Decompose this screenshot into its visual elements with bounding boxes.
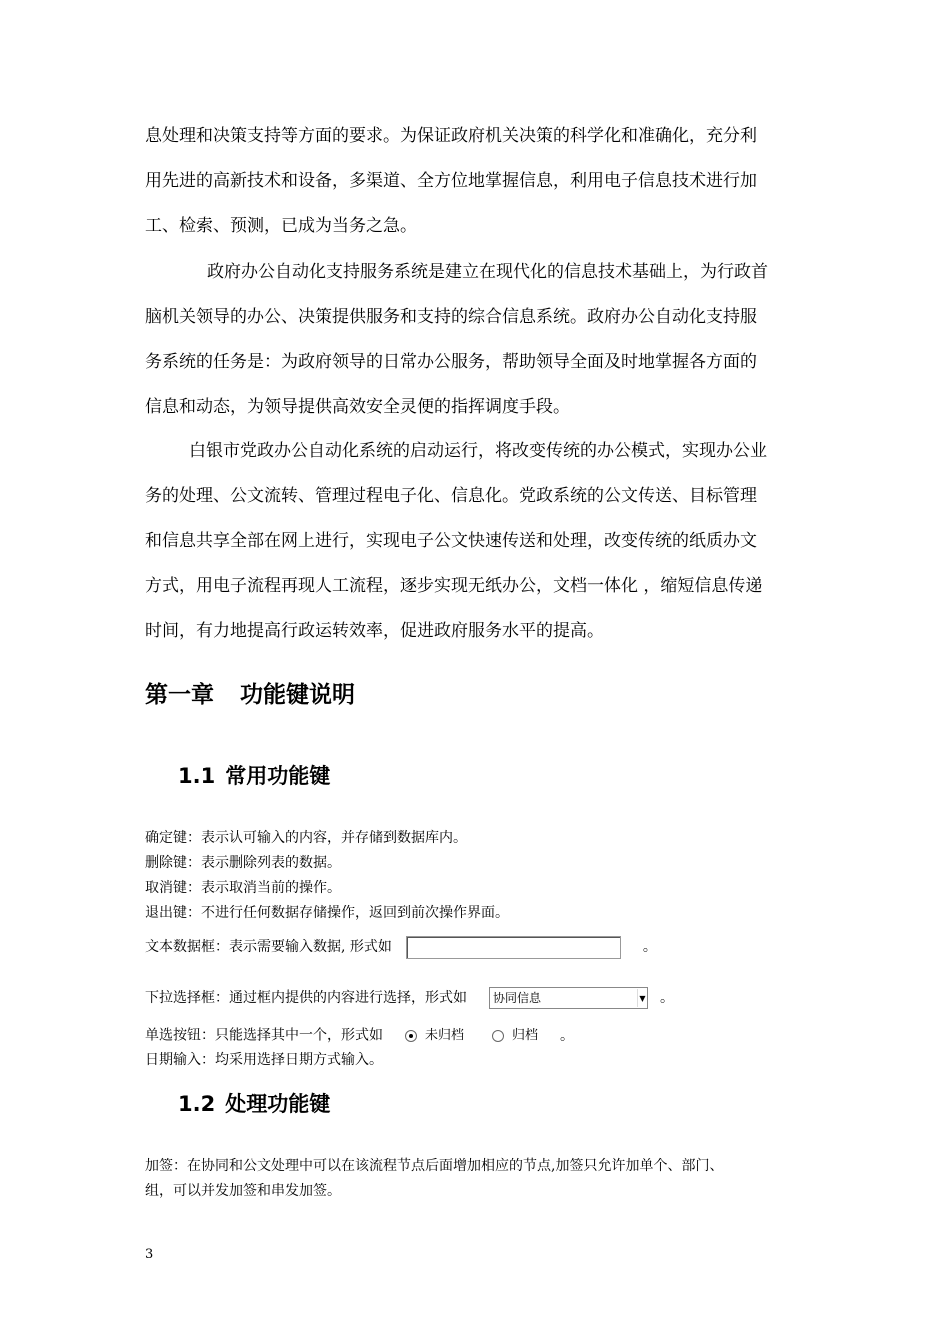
- list-item-exit-key: 退出键：不进行任何数据存储操作，返回到前次操作界面。: [145, 905, 509, 921]
- common-keys-list: [145, 826, 509, 926]
- paragraph-oa-system: [145, 250, 845, 430]
- radio-unarchived[interactable]: [405, 1023, 464, 1048]
- radio-description-row: [145, 1023, 574, 1049]
- period: 。: [660, 990, 674, 1006]
- period: 。: [642, 939, 657, 955]
- dropdown-description: 下拉选择框：通过框内提供的内容进行选择，形式如: [145, 990, 467, 1006]
- paragraph-line: 组，可以并发加签和串发加签。: [145, 1183, 341, 1199]
- paragraph-line: 脑机关领导的办公、决策提供服务和支持的综合信息系统。政府办公自动化支持服: [145, 307, 757, 327]
- paragraph-line: 务系统的任务是：为政府领导的日常办公服务，帮助领导全面及时地掌握各方面的: [145, 352, 757, 372]
- paragraph-line: 政府办公自动化支持服务系统是建立在现代化的信息技术基础上，为行政首: [207, 262, 768, 282]
- radio-label: 归档: [512, 1028, 539, 1043]
- radio-unchecked-icon[interactable]: [492, 1030, 504, 1042]
- paragraph-baiyin: [145, 429, 845, 654]
- paragraph-line: 用先进的高新技术和设备，多渠道、全方位地掌握信息，利用电子信息技术进行加: [145, 171, 757, 191]
- page-number: 3: [145, 1247, 154, 1262]
- paragraph-line: 和信息共享全部在网上进行，实现电子公文快速传送和处理，改变传统的纸质办文: [145, 531, 757, 551]
- paragraph-line: 信息和动态，为领导提供高效安全灵便的指挥调度手段。: [145, 397, 570, 417]
- section-number: 1.1: [178, 764, 216, 788]
- radio-description: 单选按钮：只能选择其中一个，形式如: [145, 1027, 383, 1044]
- dropdown-description-row: [145, 986, 674, 1011]
- chapter-label: 第一章: [145, 682, 214, 708]
- chevron-down-icon[interactable]: ▼: [637, 989, 647, 1007]
- chapter-heading: [145, 676, 355, 709]
- radio-label: 未归档: [425, 1028, 465, 1043]
- paragraph-line: 时间，有力地提高行政运转效率，促进政府服务水平的提高。: [145, 621, 604, 641]
- list-item-delete-key: 删除键：表示删除列表的数据。: [145, 855, 341, 871]
- chapter-title: 功能键说明: [240, 682, 355, 708]
- textbox-description: 文本数据框：表示需要输入数据, 形式如: [145, 939, 392, 955]
- paragraph-line: 方式，用电子流程再现人工流程，逐步实现无纸办公，文档一体化 ，缩短信息传递: [145, 576, 763, 596]
- sample-text-input[interactable]: [406, 936, 621, 959]
- radio-archived[interactable]: [492, 1023, 538, 1048]
- list-item-confirm-key: 确定键：表示认可输入的内容，并存储到数据库内。: [145, 830, 467, 846]
- textbox-description-row: [145, 935, 657, 960]
- section-title: 处理功能键: [225, 1092, 331, 1116]
- radio-checked-icon[interactable]: [405, 1030, 417, 1042]
- section-heading-1-2: [178, 1088, 330, 1118]
- section-number: 1.2: [178, 1092, 216, 1116]
- list-item-cancel-key: 取消键：表示取消当前的操作。: [145, 880, 341, 896]
- sample-dropdown[interactable]: [489, 987, 648, 1009]
- period: 。: [560, 1027, 575, 1044]
- paragraph-intro-continued: [145, 114, 845, 249]
- countersign-description: [145, 1154, 723, 1204]
- paragraph-line: 工、检索、预测，已成为当务之急。: [145, 216, 417, 236]
- date-input-description: 日期输入：均采用选择日期方式输入。: [145, 1052, 383, 1068]
- section-heading-1-1: [178, 760, 330, 790]
- paragraph-line: 务的处理、公文流转、管理过程电子化、信息化。党政系统的公文传送、目标管理: [145, 486, 757, 506]
- section-title: 常用功能键: [225, 764, 331, 788]
- paragraph-line: 加签：在协同和公文处理中可以在该流程节点后面增加相应的节点,加签只允许加单个、部门、: [145, 1158, 724, 1174]
- paragraph-line: 息处理和决策支持等方面的要求。为保证政府机关决策的科学化和准确化，充分利: [145, 126, 757, 146]
- paragraph-line: 白银市党政办公自动化系统的启动运行，将改变传统的办公模式，实现办公业: [189, 441, 767, 461]
- dropdown-selected-value: 协同信息: [493, 990, 542, 1005]
